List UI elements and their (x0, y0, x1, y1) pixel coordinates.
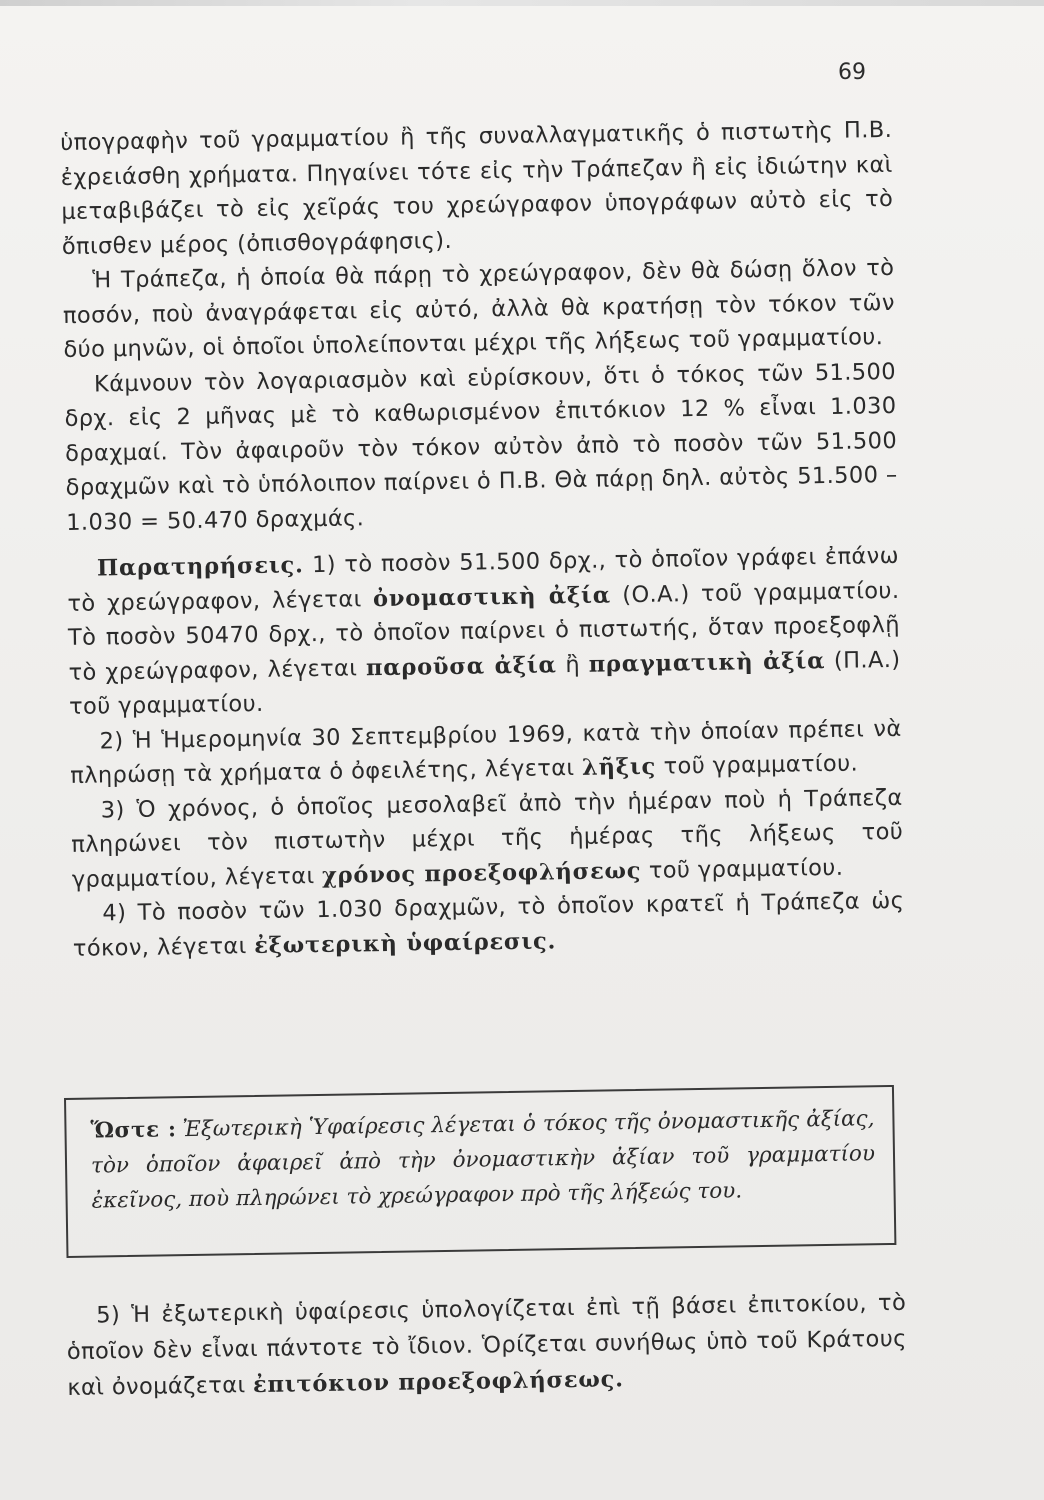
observations-heading: Παρατηρήσεις. (96, 552, 304, 582)
obs1-text-c: ἢ (556, 651, 589, 678)
term-real-value: πραγματικὴ ἀξία (588, 647, 826, 678)
obs4-text-a: 4) Τὸ ποσὸν τῶν 1.030 δραχμῶν, τὸ ὁποῖον κρατεῖ ἡ Τράπεζα ὡς τόκον, λέγεται (72, 887, 905, 962)
term-nominal-value: ὀνομαστικὴ ἀξία (372, 581, 612, 612)
term-discount-period: χρόνος προεξοφλήσεως (321, 857, 642, 889)
paragraph-2: Ἡ Τράπεζα, ἡ ὁποία θὰ πάρῃ τὸ χρεώγραφον, δὲν θὰ δώσῃ ὅλον τὸ ποσόν, ποὺ ἀναγράφεται εἰς αὐτό, ἀλλὰ θὰ κρατήσῃ τὸν τόκον τῶν δύο μηνῶν, οἱ ὁποῖοι ὑπολείπονται μέχρι τῆς λήξεως τοῦ γραμματίου. (62, 254, 896, 363)
definition-text: Ἐξωτερικὴ Ὑφαίρεσις λέγεται ὁ τόκος τῆς ὀνομαστικῆς ἀξίας, τὸν ὁποῖον ἀφαιρεῖ ἀπὸ τὴν ὀνομαστικὴν ἀξίαν τοῦ γραμματίου ἐκεῖνος, ποὺ πληρώνει τὸ χρεώγραφον πρὸ τῆς λήξεώς του. (90, 1106, 876, 1214)
obs1-text-b: (Ο.Α.) τοῦ γραμματίου. Τὸ ποσὸν 50470 δρχ., τὸ ὁποῖον παίρνει ὁ πιστωτής, ὅταν προεξοφλῇ τὸ χρεώγραφον, λέγεται (67, 577, 901, 686)
closing-text (66, 1285, 908, 1406)
page-number: 69 (838, 60, 866, 85)
obs1-text-a: 1) τὸ ποσὸν 51.500 δρχ., τὸ ὁποῖον γράφει ἐπάνω τὸ χρεώγραφον, λέγεται (67, 542, 900, 617)
obs5-text-a: 5) Ἡ ἐξωτερικὴ ὑφαίρεσις ὑπολογίζεται ἐπὶ τῇ βάσει ἐπιτοκίου, τὸ ὁποῖον δὲν εἶναι πάντοτε τὸ ἴδιον. Ὁρίζεται συνήθως ὑπὸ τοῦ Κράτους καὶ ὀνομάζεται (66, 1289, 907, 1401)
observation-5 (66, 1285, 908, 1406)
page-top-edge (0, 0, 1044, 6)
term-present-value: παροῦσα ἀξία (365, 651, 557, 681)
obs2-text-b: τοῦ γραμματίου. (655, 750, 859, 780)
term-discount-rate: ἐπιτόκιον προεξοφλήσεως. (252, 1366, 624, 1399)
obs3-text-a: 3) Ὁ χρόνος, ὁ ὁποῖος μεσολαβεῖ ἀπὸ τὴν ἡμέραν ποὺ ἡ Τράπεζα πληρώνει τὸν πιστωτὴν μέχρι τῆς ἡμέρας τῆς λήξεως τοῦ γραμματίου, λέγεται (71, 784, 904, 893)
observation-3 (70, 780, 904, 897)
obs2-text-a: 2) Ἡ Ἡμερομηνία 30 Σεπτεμβρίου 1969, κατὰ τὴν ὁποίαν πρέπει νὰ πληρώσῃ τὰ χρήματα ὁ ὀφειλέτης, λέγεται (70, 715, 902, 789)
term-external-discount: ἐξωτερικὴ ὑφαίρεσις. (254, 927, 557, 959)
observation-1 (67, 539, 902, 725)
obs1-text-d: (Π.Α.) τοῦ γραμματίου. (68, 646, 901, 720)
definition-box (64, 1085, 896, 1258)
observation-4 (72, 884, 905, 966)
main-text (60, 113, 905, 966)
obs3-text-b: τοῦ γραμματίου. (641, 854, 844, 884)
observation-2 (69, 711, 902, 793)
paragraph-1: ὑπογραφὴν τοῦ γραμματίου ἢ τῆς συναλλαγματικῆς ὁ πιστωτὴς Π.Β. ἐχρειάσθη χρήματα. Πηγαίνει τότε εἰς τὴν Τράπεζαν ἢ εἰς ἰδιώτην καὶ μεταβιβάζει τὸ εἰς χεῖράς του χρεώγραφον ὑπογράφων αὐτὸ εἰς τὸ ὄπισθεν μέρος (ὀπισθογράφησις). (60, 116, 894, 260)
term-maturity: λῆξις (581, 753, 657, 781)
definition-lead: Ὥστε : (90, 1117, 177, 1144)
paragraph-3: Κάμνουν τὸν λογαριασμὸν καὶ εὑρίσκουν, ὅτι ὁ τόκος τῶν 51.500 δρχ. εἰς 2 μῆνας μὲ τὸ καθωρισμένον ἐπιτόκιον 12 % εἶναι 1.030 δραχμαί. Τὸν ἀφαιροῦν τὸν τόκον αὐτὸν ἀπὸ τὸ ποσὸν τῶν 51.500 δραχμῶν καὶ τὸ ὑπόλοιπον παίρνει ὁ Π.Β. Θὰ πάρῃ δηλ. αὐτὸς 51.500 – 1.030 = 50.470 δραχμάς. (64, 358, 898, 536)
